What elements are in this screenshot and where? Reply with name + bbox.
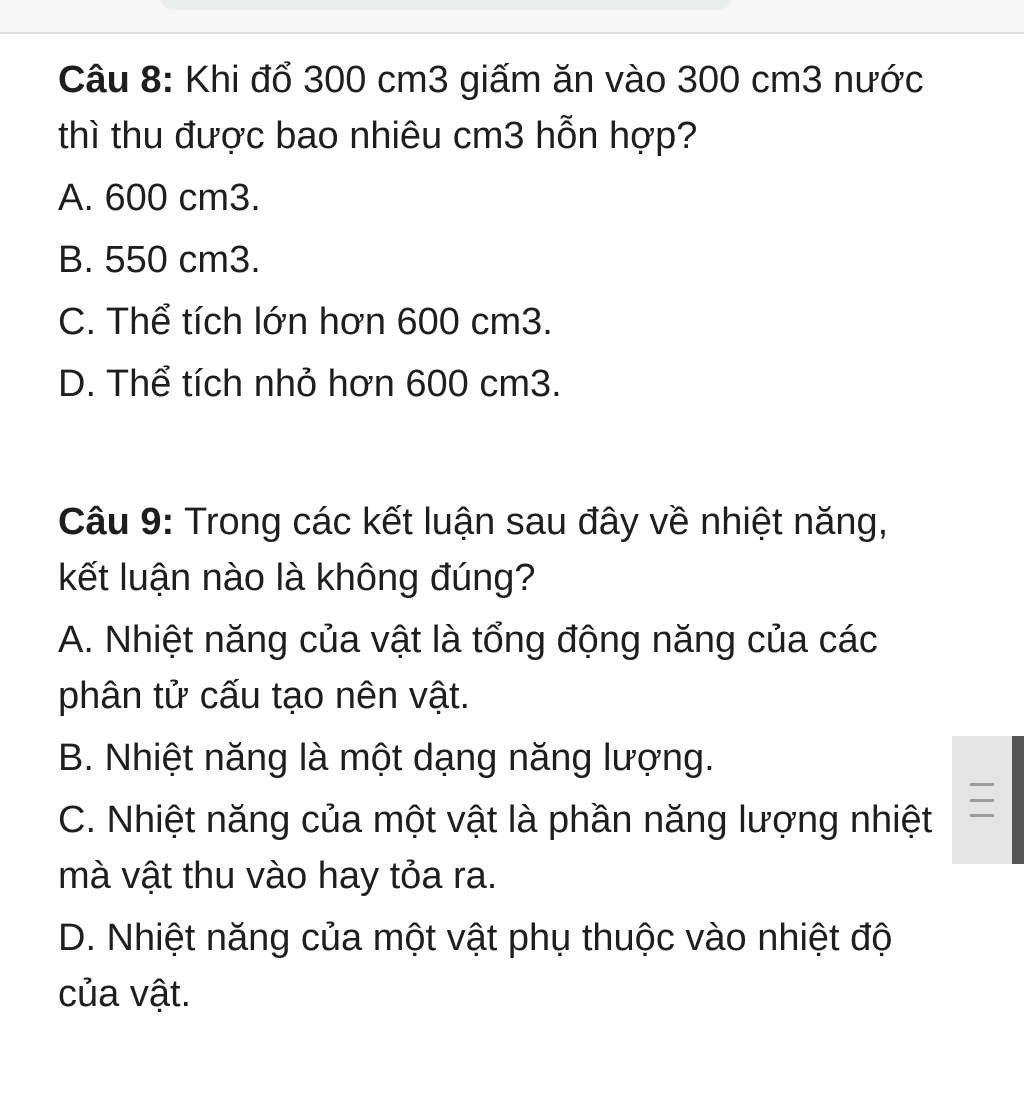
question-9-label: Câu 9: <box>58 501 175 543</box>
question-9-text: Trong các kết luận sau đây về nhiệt năng, kết luận nào là không đúng? <box>58 501 889 599</box>
question-block-9 <box>58 494 938 1022</box>
question-9-option-a: A. Nhiệt năng của vật là tổng động năng của các phân tử cấu tạo nên vật. <box>58 619 878 717</box>
address-bar[interactable] <box>160 0 732 10</box>
scrollbar-thumb[interactable] <box>1012 736 1024 864</box>
question-8-label: Câu 8: <box>58 59 175 101</box>
question-8-option-b: B. 550 cm3. <box>58 239 261 281</box>
top-bar <box>0 0 1024 34</box>
fast-scroll-handle[interactable] <box>952 736 1012 864</box>
question-9-option-c: C. Nhiệt năng của một vật là phần năng lượng nhiệt mà vật thu vào hay tỏa ra. <box>58 799 933 897</box>
question-8 <box>58 52 938 164</box>
question-9-option-d: D. Nhiệt năng của một vật phụ thuộc vào nhiệt độ của vật. <box>58 917 893 1015</box>
question-8-option-c: C. Thể tích lớn hơn 600 cm3. <box>58 301 553 343</box>
question-9-option-b: B. Nhiệt năng là một dạng năng lượng. <box>58 737 715 779</box>
question-block-8 <box>58 52 938 412</box>
question-9 <box>58 494 938 606</box>
drag-handle-icon <box>970 783 994 817</box>
quiz-content <box>58 52 938 1028</box>
question-8-option-d: D. Thể tích nhỏ hơn 600 cm3. <box>58 363 562 405</box>
question-8-text: Khi đổ 300 cm3 giấm ăn vào 300 cm3 nước thì thu được bao nhiêu cm3 hỗn hợp? <box>58 59 924 157</box>
question-8-option-a: A. 600 cm3. <box>58 177 261 219</box>
